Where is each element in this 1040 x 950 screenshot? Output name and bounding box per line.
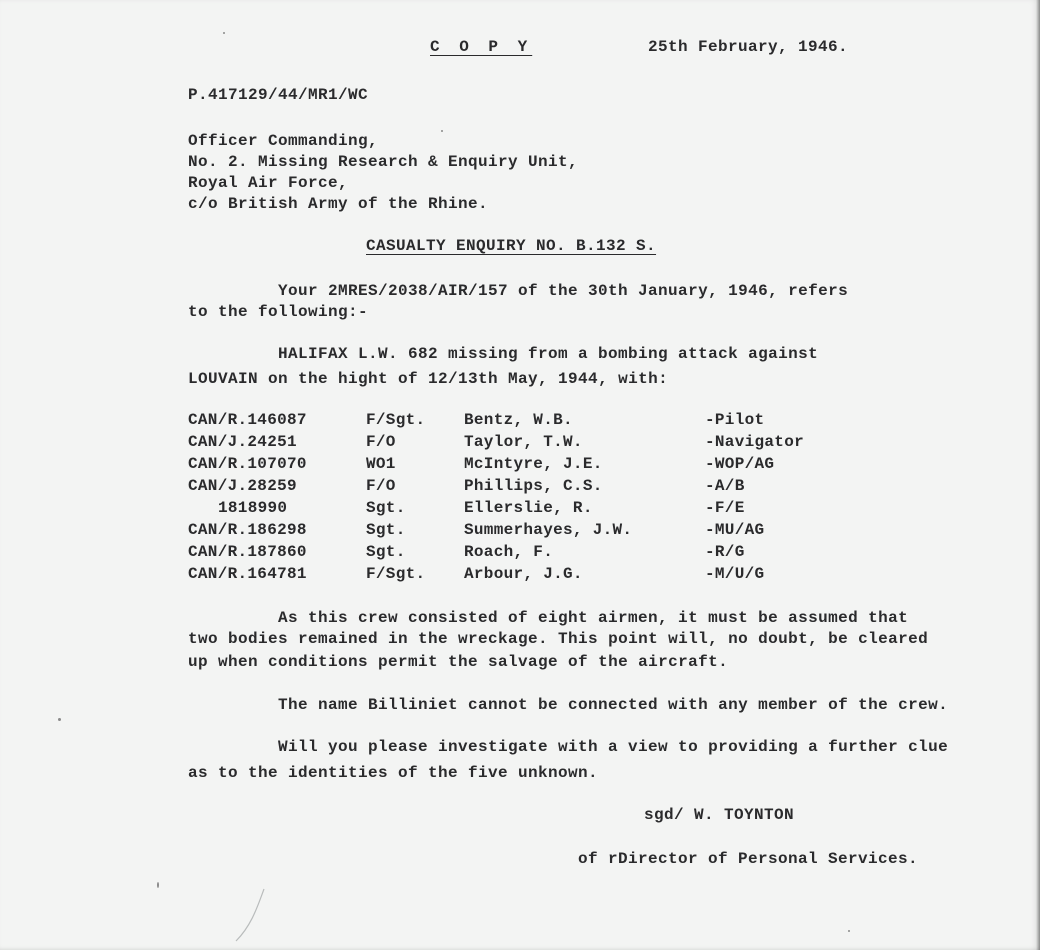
paragraph-line: up when conditions permit the salvage of the aircraft. <box>188 653 729 671</box>
paragraph-line: Will you please investigate with a view to providing a further clue <box>278 738 949 756</box>
service-number: CAN/J.28259 <box>188 477 297 495</box>
rank: Sgt. <box>366 499 406 517</box>
crew-role: -M/U/G <box>705 565 765 583</box>
paragraph-line: as to the identities of the five unknown. <box>188 764 599 782</box>
crew-row <box>188 521 828 543</box>
paragraph-line: The name Billiniet cannot be connected with any member of the crew. <box>278 696 949 714</box>
paragraph-line: As this crew consisted of eight airmen, it must be assumed that <box>278 609 909 627</box>
crew-row <box>188 411 828 433</box>
service-number: CAN/R.107070 <box>188 455 307 473</box>
crew-name: Arbour, J.G. <box>464 565 583 583</box>
crew-row <box>188 455 828 477</box>
service-number: CAN/R.164781 <box>188 565 307 583</box>
paragraph-line: HALIFAX L.W. 682 missing from a bombing attack against <box>278 345 819 363</box>
crew-name: Summerhayes, J.W. <box>464 521 633 539</box>
rank: F/O <box>366 477 396 495</box>
crew-row <box>188 477 828 499</box>
paragraph-line: two bodies remained in the wreckage. This point will, no doubt, be cleared <box>188 630 929 648</box>
crew-role: -A/B <box>705 477 745 495</box>
crew-name: Phillips, C.S. <box>464 477 603 495</box>
addressee-line: Officer Commanding, <box>188 132 379 150</box>
addressee-line: Royal Air Force, <box>188 174 349 192</box>
rank: Sgt. <box>366 521 406 539</box>
rank: WO1 <box>366 455 396 473</box>
scan-speck <box>441 130 443 132</box>
rank: F/Sgt. <box>366 411 426 429</box>
copy-heading: C O P Y <box>430 38 533 56</box>
scan-speck <box>58 718 61 721</box>
crew-role: -WOP/AG <box>705 455 775 473</box>
scan-speck <box>157 882 159 888</box>
signature-line: sgd/ W. TOYNTON <box>644 806 795 824</box>
crew-role: -MU/AG <box>705 521 765 539</box>
rank: F/O <box>366 433 396 451</box>
paragraph-line: Your 2MRES/2038/AIR/157 of the 30th January, 1946, refers <box>278 282 849 300</box>
rank: F/Sgt. <box>366 565 426 583</box>
crew-role: -R/G <box>705 543 745 561</box>
letter-date: 25th February, 1946. <box>648 38 849 56</box>
crew-row <box>188 433 828 455</box>
crew-name: Ellerslie, R. <box>464 499 593 517</box>
scan-speck <box>223 32 225 34</box>
crew-name: Roach, F. <box>464 543 554 561</box>
addressee-line: No. 2. Missing Research & Enquiry Unit, <box>188 153 579 171</box>
service-number: CAN/R.186298 <box>188 521 307 539</box>
crew-name: Bentz, W.B. <box>464 411 573 429</box>
paragraph-line: LOUVAIN on the hight of 12/13th May, 1944, with: <box>188 370 669 388</box>
crew-row <box>188 499 828 521</box>
rank: Sgt. <box>366 543 406 561</box>
crew-role: -F/E <box>705 499 745 517</box>
scan-scratch-mark <box>228 885 268 945</box>
paragraph-line: to the following:- <box>188 303 369 321</box>
subject-heading: CASUALTY ENQUIRY NO. B.132 S. <box>366 237 657 255</box>
crew-row <box>188 565 828 587</box>
service-number: 1818990 <box>218 499 288 517</box>
service-number: CAN/R.187860 <box>188 543 307 561</box>
crew-name: Taylor, T.W. <box>464 433 583 451</box>
scan-speck <box>848 930 850 932</box>
reference-number: P.417129/44/MR1/WC <box>188 86 369 104</box>
crew-row <box>188 543 828 565</box>
service-number: CAN/J.24251 <box>188 433 297 451</box>
crew-role: -Pilot <box>705 411 765 429</box>
addressee-line: c/o British Army of the Rhine. <box>188 195 489 213</box>
signature-title: of rDirector of Personal Services. <box>578 850 919 868</box>
service-number: CAN/R.146087 <box>188 411 307 429</box>
crew-role: -Navigator <box>705 433 805 451</box>
crew-name: McIntyre, J.E. <box>464 455 603 473</box>
